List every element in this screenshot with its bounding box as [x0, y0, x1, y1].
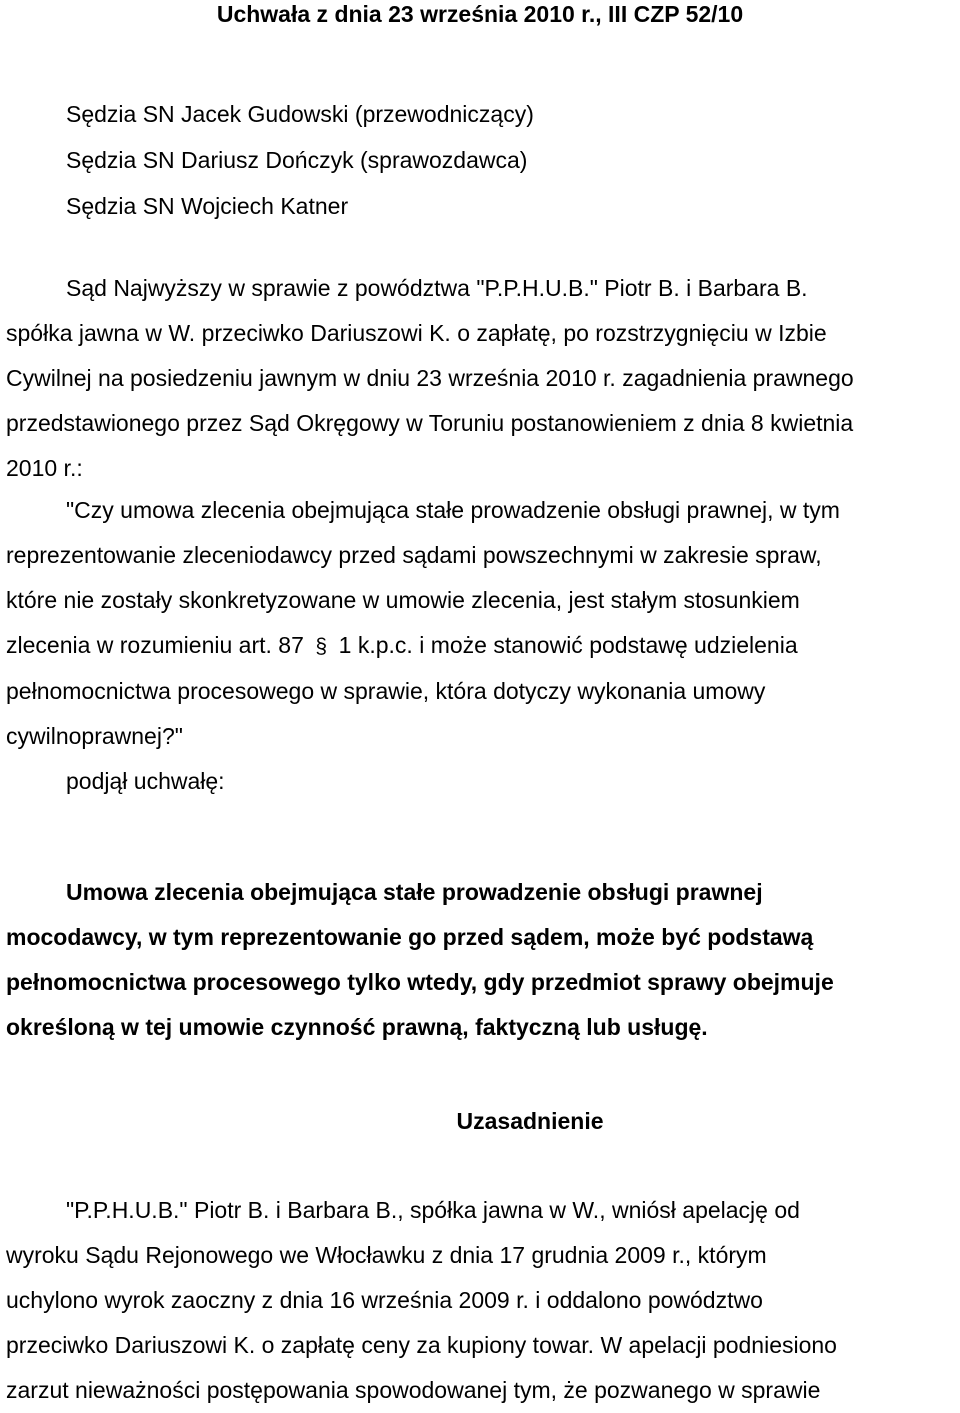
question-line-part: zlecenia w rozumieniu art. 87 [6, 632, 304, 658]
judge-presiding: Sędzia SN Jacek Gudowski (przewodniczący) [66, 101, 534, 127]
holding-paragraph [6, 870, 958, 1050]
intro-paragraph [6, 266, 958, 491]
judges-list [66, 91, 534, 229]
justification-line: "P.P.H.U.B." Piotr B. i Barbara B., spółka jawna w W., wniósł apelację od [66, 1197, 800, 1223]
question-line: "Czy umowa zlecenia obejmująca stałe prowadzenie obsługi prawnej, w tym [66, 497, 840, 523]
judge-member: Sędzia SN Wojciech Katner [66, 193, 349, 219]
holding-line: określoną w tej umowie czynność prawną, faktyczną lub usługę. [6, 1014, 708, 1040]
question-line: które nie zostały skonkretyzowane w umowie zlecenia, jest stałym stosunkiem [6, 587, 800, 613]
justification-line: przeciwko Dariuszowi K. o zapłatę ceny za kupiony towar. W apelacji podniesiono [6, 1332, 837, 1358]
justification-line: uchylono wyrok zaoczny z dnia 16 września 2009 r. i oddalono powództwo [6, 1287, 763, 1313]
holding-line: mocodawcy, w tym reprezentowanie go przed sądem, może być podstawą [6, 924, 814, 950]
page-title: Uchwała z dnia 23 września 2010 r., III CZP 52/10 [216, 1, 744, 27]
intro-line: Cywilnej na posiedzeniu jawnym w dniu 23 września 2010 r. zagadnienia prawnego [6, 365, 854, 391]
question-line [6, 623, 958, 669]
question-line: cywilnoprawnej?" [6, 723, 183, 749]
intro-line: przedstawionego przez Sąd Okręgowy w Toruniu postanowieniem z dnia 8 kwietnia [6, 410, 854, 436]
holding-line: pełnomocnictwa procesowego tylko wtedy, gdy przedmiot sprawy obejmuje [6, 969, 834, 995]
resolved-label: podjął uchwałę: [66, 768, 225, 794]
justification-line: zarzut nieważności postępowania spowodowanej tym, że pozwanego w sprawie [6, 1377, 821, 1403]
intro-line: Sąd Najwyższy w sprawie z powództwa "P.P.H.U.B." Piotr B. i Barbara B. [66, 275, 808, 301]
holding-line: Umowa zlecenia obejmująca stałe prowadzenie obsługi prawnej [66, 879, 763, 905]
question-line-part: 1 k.p.c. i może stanowić podstawę udzielenia [338, 632, 798, 658]
question-line: reprezentowanie zleceniodawcy przed sądami powszechnymi w zakresie spraw, [6, 542, 822, 568]
legal-question-paragraph [6, 488, 958, 804]
justification-line: wyroku Sądu Rejonowego we Włocławku z dnia 17 grudnia 2009 r., którym [6, 1242, 767, 1268]
justification-paragraph [6, 1188, 958, 1413]
judge-rapporteur: Sędzia SN Dariusz Dończyk (sprawozdawca) [66, 147, 528, 173]
question-line: pełnomocnictwa procesowego w sprawie, która dotyczy wykonania umowy [6, 678, 766, 704]
section-symbol: § [315, 635, 328, 658]
intro-line: 2010 r.: [6, 455, 83, 481]
justification-heading: Uzasadnienie [456, 1108, 604, 1134]
intro-line: spółka jawna w W. przeciwko Dariuszowi K. o zapłatę, po rozstrzygnięciu w Izbie [6, 320, 827, 346]
